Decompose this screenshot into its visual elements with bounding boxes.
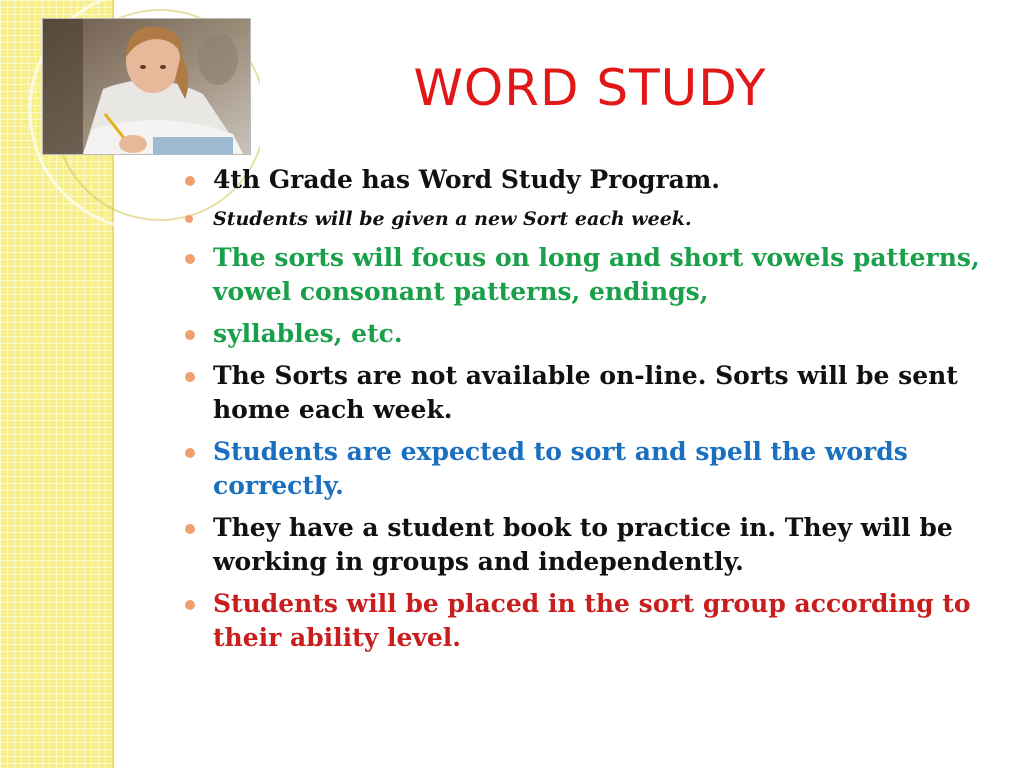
bullet-item xyxy=(185,317,1000,351)
bullet-dot-icon xyxy=(185,600,195,610)
bullet-list xyxy=(185,163,1000,663)
bullet-dot-icon xyxy=(185,448,195,458)
bullet-dot-icon xyxy=(185,176,195,186)
bullet-item xyxy=(185,359,1000,427)
bullet-dot-icon xyxy=(185,254,195,264)
bullet-item xyxy=(185,511,1000,579)
bullet-dot-icon xyxy=(185,372,195,382)
bullet-dot-icon xyxy=(185,524,195,534)
slide-title: WORD STUDY xyxy=(413,59,767,117)
bullet-text: The sorts will focus on long and short vowels patterns, vowel consonant patterns, endings, xyxy=(213,243,980,306)
bullet-item xyxy=(185,241,1000,309)
student-writing-photo xyxy=(42,18,251,155)
bullet-item xyxy=(185,435,1000,503)
bullet-text: Students will be given a new Sort each week. xyxy=(213,208,692,230)
bullet-item xyxy=(185,205,1000,233)
bullet-text: Students are expected to sort and spell the words correctly. xyxy=(213,437,908,500)
bullet-item xyxy=(185,587,1000,655)
bullet-dot-icon xyxy=(185,330,195,340)
bullet-text: 4th Grade has Word Study Program. xyxy=(213,165,720,194)
bullet-text: syllables, etc. xyxy=(213,319,403,348)
bullet-dot-icon xyxy=(185,215,193,223)
bullet-text: They have a student book to practice in. They will be working in groups and independently. xyxy=(213,513,953,576)
bullet-text: The Sorts are not available on-line. Sorts will be sent home each week. xyxy=(213,361,958,424)
student-writing-icon xyxy=(43,19,250,154)
bullet-text: Students will be placed in the sort group according to their ability level. xyxy=(213,589,971,652)
bullet-item xyxy=(185,163,1000,197)
